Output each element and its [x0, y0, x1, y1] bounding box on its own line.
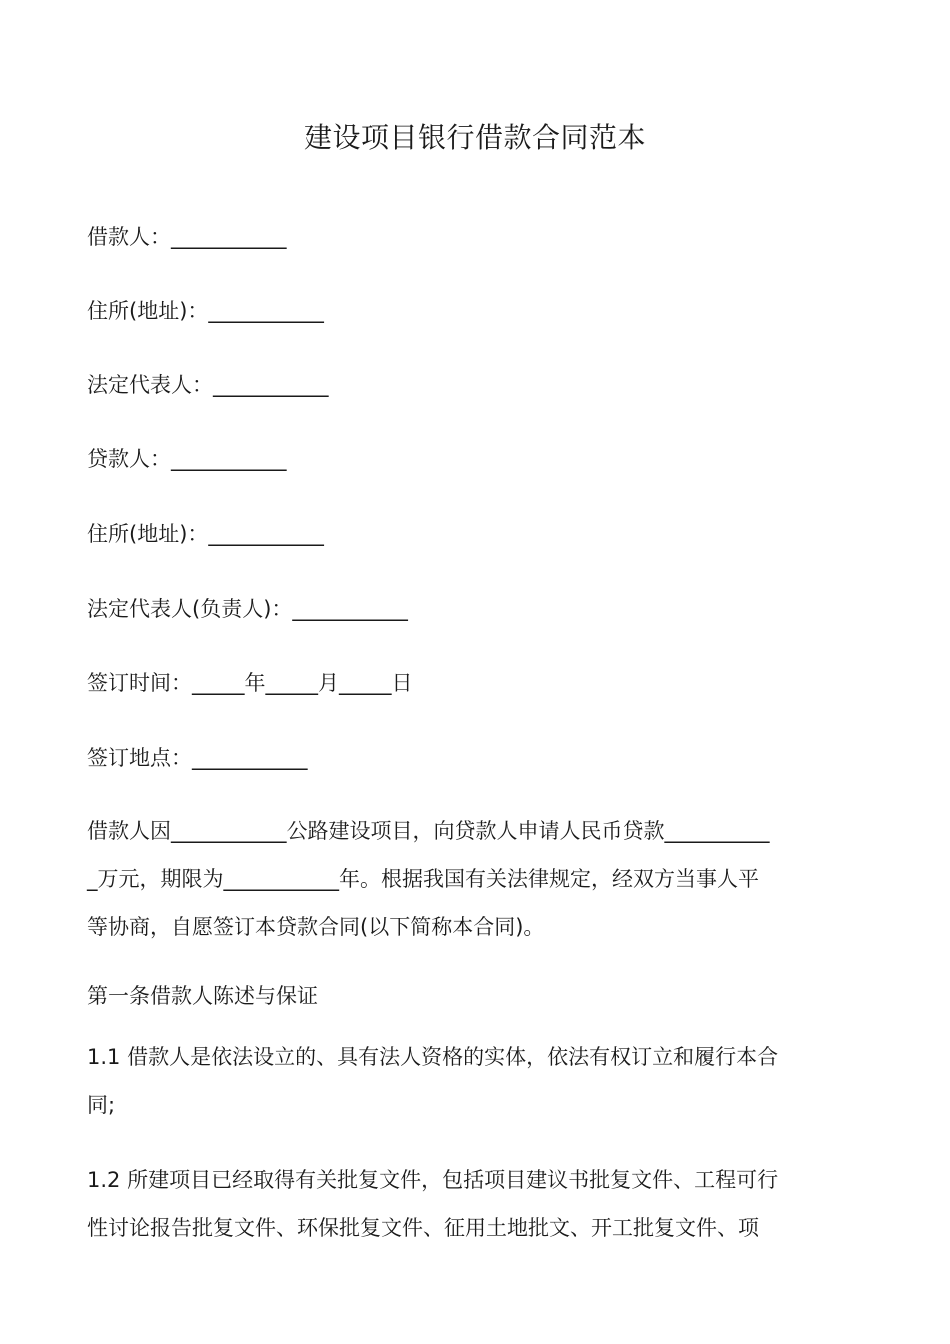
lender-field: 贷款人：___________: [87, 447, 287, 471]
document-title: 建设项目银行借款合同范本: [303, 121, 646, 154]
intro-line: 等协商，自愿签订本贷款合同(以下简称本合同)。: [87, 915, 545, 939]
intro-line: 借款人因___________公路建设项目，向贷款人申请人民币贷款__________: [87, 819, 770, 843]
lender-address-field: 住所(地址)：___________: [87, 522, 324, 546]
clause-1-1: [87, 1033, 867, 1129]
clause-line: 性讨论报告批复文件、环保批复文件、征用土地批文、开工批复文件、项: [87, 1216, 759, 1240]
clause-line: 1.2 所建项目已经取得有关批复文件，包括项目建议书批复文件、工程可行: [87, 1168, 779, 1192]
clause-line: 1.1 借款人是依法设立的、具有法人资格的实体，依法有权订立和履行本合: [87, 1045, 779, 1069]
intro-paragraph: [87, 807, 867, 951]
signing-place-field: 签订地点：___________: [87, 746, 308, 770]
article-1-heading: 第一条借款人陈述与保证: [87, 984, 318, 1008]
clause-line: 同;: [87, 1093, 116, 1117]
intro-line: _万元，期限为___________年。根据我国有关法律规定，经双方当事人平: [87, 867, 759, 891]
clause-1-2: [87, 1156, 867, 1252]
borrower-address-field: 住所(地址)：___________: [87, 299, 324, 323]
lender-legal-rep-field: 法定代表人(负责人)：___________: [87, 597, 408, 621]
borrower-field: 借款人：___________: [87, 225, 287, 249]
borrower-legal-rep-field: 法定代表人：___________: [87, 373, 329, 397]
signing-date-field: 签订时间：_____年_____月_____日: [87, 671, 413, 695]
